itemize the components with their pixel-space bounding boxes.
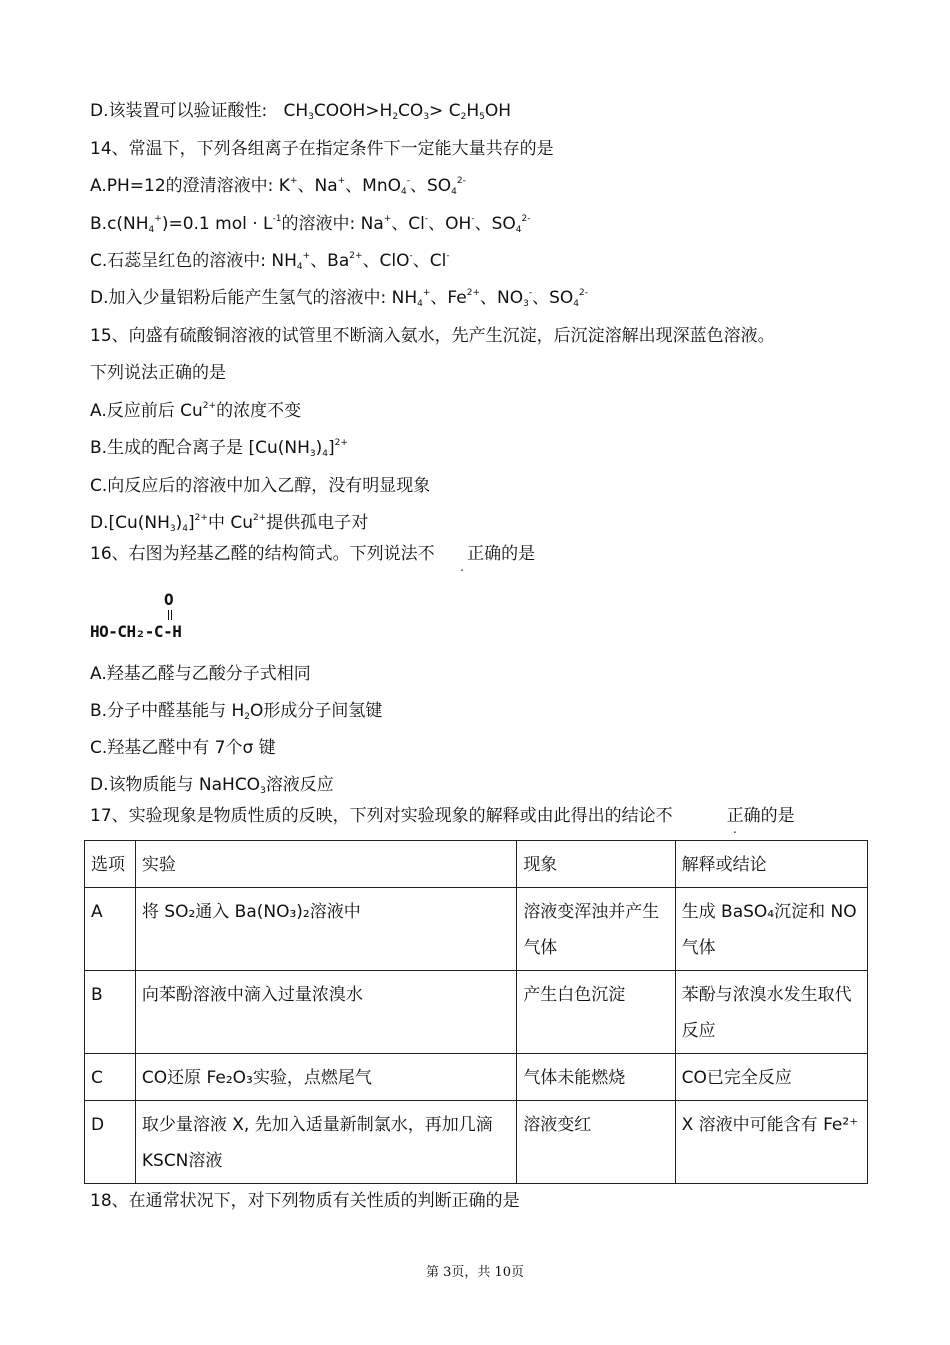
experiment-cell: 将 SO₂通入 Ba(NO₃)₂溶液中 [135,888,516,971]
q18-stem: 18、在通常状况下，对下列物质有关性质的判断正确的是 [90,1191,520,1211]
page-footer: 第 3页，共 10页 [425,1265,525,1280]
text: 、ClO [362,251,410,271]
q15-option-a [90,400,301,422]
q14-option-c [90,250,450,272]
table-header: 选项 [85,841,136,888]
text: A.PH=12的澄清溶液中: K [90,176,290,196]
text: 、NO [480,288,524,308]
text: 、Ba [310,251,350,271]
text: D.加入少量铝粉后能产生氢气的溶液中: NH [90,288,418,308]
table-row [85,888,868,971]
option-cell: C [85,1054,136,1101]
superscript: 2+ [334,438,348,448]
subscript: 4 [573,299,579,309]
experiment-cell: 取少量溶液 X, 先加入适量新制氯水，再加几滴 KSCN溶液 [135,1101,516,1184]
text: 正确的是 [726,806,795,826]
text: 、Fe [430,288,467,308]
superscript: -1 [272,214,282,224]
text: OH [484,101,512,121]
q16-option-a: A.羟基乙醛与乙酸分子式相同 [90,664,311,684]
subscript: 4 [401,187,407,197]
experiment-table [84,840,868,1184]
text: 17、实验现象是物质性质的反映，下列对实验现象的解释或由此得出的结论不 [90,806,673,826]
conclusion-cell: CO已完全反应 [675,1054,867,1101]
table-row [85,1054,868,1101]
phenomenon-cell: 溶液变红 [517,1101,675,1184]
text: 、OH [428,214,472,234]
subscript: 4 [417,299,423,309]
superscript: 2+ [194,513,208,523]
text: 提供孤电子对 [266,513,369,533]
text: H [466,101,480,121]
superscript: + [422,288,431,298]
text: 、Cl [412,251,447,271]
superscript: 2+ [253,513,267,523]
q16-stem [90,543,535,565]
q16-option-c: C.羟基乙醛中有 7个σ 键 [90,738,276,758]
subscript: 2 [392,112,399,122]
q14-option-a [90,175,466,197]
superscript: + [154,214,162,224]
option-cell: D [85,1101,136,1184]
text: D.该装置可以验证酸性: [90,101,268,121]
superscript: + [337,176,346,186]
option-cell: B [85,971,136,1054]
subscript: 3 [260,786,266,796]
text: D.[Cu(NH [90,513,170,533]
superscript: 2- [456,176,466,186]
experiment-cell: CO还原 Fe₂O₃实验，点燃尾气 [135,1054,516,1101]
conclusion-cell: 生成 BaSO₄沉淀和 NO气体 [675,888,867,971]
experiment-cell: 向苯酚溶液中滴入过量浓溴水 [135,971,516,1054]
table-header: 解释或结论 [675,841,867,888]
text: ) [175,513,183,533]
subscript: 4 [322,449,328,459]
text: C.石蕊呈红色的溶液中: NH [90,251,297,271]
subscript: 3 [523,299,529,309]
text: CH [283,101,309,121]
phenomenon-cell: 产生白色沉淀 [517,971,675,1054]
superscript: + [302,251,311,261]
subscript: 3 [308,112,314,122]
text: CO [398,101,424,121]
text: 、SO [532,288,574,308]
table-header: 实验 [135,841,516,888]
q15-stem-2: 下列说法正确的是 [90,363,226,383]
q15-option-d [90,512,368,534]
table-row [85,971,868,1054]
oxygen-label: O [164,590,174,609]
text: 的浓度不变 [216,401,302,421]
subscript: 4 [296,262,303,272]
emphasis-dot: . [733,822,737,836]
text: B.分子中醛基能与 H [90,701,245,721]
q15-stem: 15、向盛有硫酸铜溶液的试管里不断滴入氨水，先产生沉淀，后沉淀溶解出现深蓝色溶液。 [90,326,775,346]
q14-option-b [90,213,530,235]
superscript: + [383,214,392,224]
subscript: 4 [451,187,457,197]
text: H [379,101,393,121]
text: A.反应前后 Cu [90,401,203,421]
subscript: 2 [460,112,467,122]
structure-chain: HO-CH₂-C-H [90,622,182,641]
text: 中 Cu [207,513,253,533]
superscript: - [446,251,450,261]
text: 16、右图为羟基乙醛的结构简式。下列说法不 [90,544,435,564]
superscript: 2- [521,214,531,224]
text: B.生成的配合离子是 [Cu(NH [90,438,310,458]
subscript: 4 [182,524,189,534]
hydroxyacetaldehyde-structure [90,590,220,645]
subscript: 2 [244,712,250,722]
subscript: 3 [169,524,176,534]
table-row [85,1101,868,1184]
emphasis-dot: . [460,560,464,574]
phenomenon-cell: 气体未能燃烧 [517,1054,675,1101]
superscript: 2- [579,288,588,298]
table-header-row [85,841,868,888]
text: COOH [313,101,366,121]
q15-option-c: C.向反应后的溶液中加入乙醇，没有明显现象 [90,476,431,496]
text: 溶液反应 [265,775,334,795]
phenomenon-cell: 溶液变浑浊并产生气体 [517,888,675,971]
superscript: - [471,214,475,224]
option-cell: A [85,888,136,971]
q14-stem: 14、常温下，下列各组离子在指定条件下一定能大量共存的是 [90,139,554,159]
text: D.该物质能与 NaHCO [90,775,261,795]
superscript: 2+ [466,288,480,298]
superscript: 2+ [349,251,363,261]
text: B.c(NH [90,214,149,234]
q13-option-d: D.该装置可以验证酸性: $CH_3COOH>H_2CO_3> C_2H_5OH$ [90,101,512,122]
q15-option-b: B.生成的配合离子是 $[Cu(NH_3)_4]^{2+}$ [90,438,348,459]
text: 、SO [409,176,452,196]
text: 、SO [474,214,516,234]
q16-option-b [90,700,382,722]
subscript: 4 [148,225,155,235]
superscript: - [406,176,410,186]
conclusion-cell: 苯酚与浓溴水发生取代反应 [675,971,867,1054]
text: 、Cl [391,214,425,234]
text: 的溶液中: Na [281,214,384,234]
subscript: 5 [479,112,485,122]
q17-stem [90,805,795,827]
q14-option-d [90,287,588,309]
subscript: 3 [309,449,316,459]
superscript: 2+ [202,401,217,411]
text: 、Na [297,176,338,196]
subscript: 3 [423,112,430,122]
text: 、MnO [345,176,401,196]
text: 正确的是 [467,544,536,564]
conclusion-cell: X 溶液中可能含有 Fe²⁺ [675,1101,867,1184]
table-header: 现象 [517,841,675,888]
text: > C [429,101,461,121]
superscript: - [409,251,413,261]
q16-option-d [90,774,334,796]
text: ] [188,513,195,533]
text: ) [315,438,323,458]
text: O形成分子间氢键 [250,701,383,721]
double-bond [168,610,172,620]
text: )=0.1 mol · L [161,214,273,234]
superscript: - [424,214,429,224]
superscript: - [528,288,533,298]
subscript: 4 [515,225,522,235]
superscript: + [289,176,298,186]
